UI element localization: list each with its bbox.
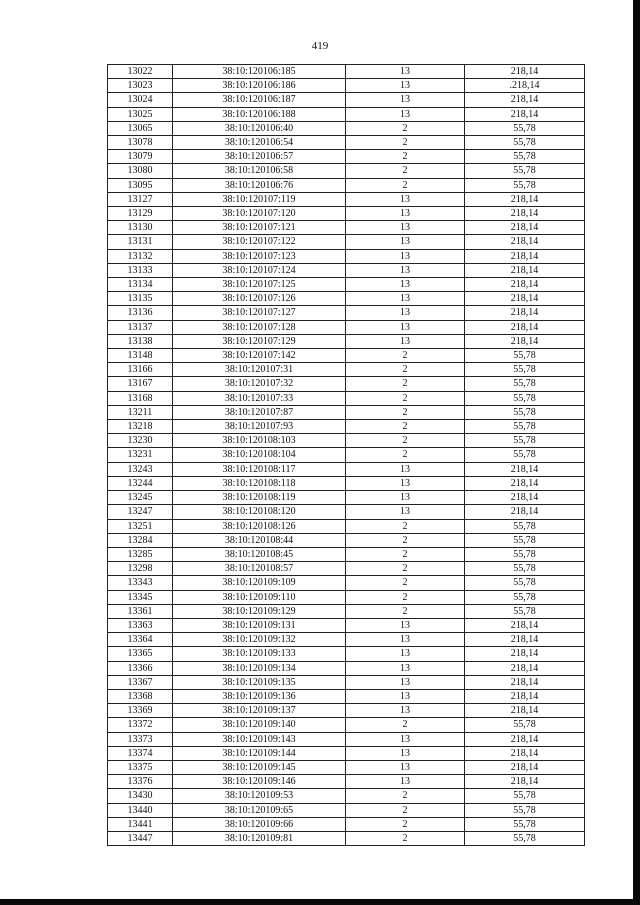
cadastral-number-cell: 38:10:120107:31	[173, 363, 346, 377]
cadastral-number-cell: 38:10:120109:109	[173, 576, 346, 590]
amount-cell: 218,14	[465, 278, 585, 292]
row-id-cell: 13441	[108, 817, 173, 831]
count-cell: 13	[346, 689, 465, 703]
row-id-cell: 13211	[108, 405, 173, 419]
row-id-cell: 13363	[108, 618, 173, 632]
table-row	[108, 363, 585, 377]
cadastral-number-cell: 38:10:120106:185	[173, 65, 346, 79]
table-row	[108, 150, 585, 164]
row-id-cell: 13244	[108, 476, 173, 490]
cadastral-number-cell: 38:10:120109:81	[173, 831, 346, 845]
table-row	[108, 391, 585, 405]
cadastral-number-cell: 38:10:120109:143	[173, 732, 346, 746]
count-cell: 13	[346, 618, 465, 632]
count-cell: 13	[346, 235, 465, 249]
table-row	[108, 192, 585, 206]
cadastral-number-cell: 38:10:120109:110	[173, 590, 346, 604]
count-cell: 2	[346, 377, 465, 391]
row-id-cell: 13231	[108, 448, 173, 462]
scan-edge-right	[633, 0, 640, 905]
count-cell: 13	[346, 505, 465, 519]
amount-cell: 218,14	[465, 249, 585, 263]
count-cell: 2	[346, 150, 465, 164]
row-id-cell: 13376	[108, 775, 173, 789]
cadastral-number-cell: 38:10:120107:119	[173, 192, 346, 206]
table-row	[108, 434, 585, 448]
cadastral-number-cell: 38:10:120109:133	[173, 647, 346, 661]
table-row	[108, 633, 585, 647]
count-cell: 2	[346, 831, 465, 845]
table-row	[108, 292, 585, 306]
row-id-cell: 13137	[108, 320, 173, 334]
amount-cell: 55,78	[465, 136, 585, 150]
cadastral-number-cell: 38:10:120107:123	[173, 249, 346, 263]
row-id-cell: 13375	[108, 760, 173, 774]
amount-cell: 218,14	[465, 207, 585, 221]
table-row	[108, 377, 585, 391]
amount-cell: 55,78	[465, 718, 585, 732]
count-cell: 13	[346, 675, 465, 689]
amount-cell: 55,78	[465, 391, 585, 405]
cadastral-number-cell: 38:10:120109:140	[173, 718, 346, 732]
cadastral-number-cell: 38:10:120107:33	[173, 391, 346, 405]
count-cell: 2	[346, 562, 465, 576]
row-id-cell: 13243	[108, 462, 173, 476]
row-id-cell: 13134	[108, 278, 173, 292]
count-cell: 2	[346, 519, 465, 533]
row-id-cell: 13361	[108, 604, 173, 618]
row-id-cell: 13023	[108, 79, 173, 93]
cadastral-number-cell: 38:10:120108:117	[173, 462, 346, 476]
row-id-cell: 13148	[108, 349, 173, 363]
row-id-cell: 13372	[108, 718, 173, 732]
amount-cell: 55,78	[465, 831, 585, 845]
table-row	[108, 831, 585, 845]
amount-cell: 55,78	[465, 604, 585, 618]
amount-cell: 218,14	[465, 462, 585, 476]
count-cell: 13	[346, 704, 465, 718]
row-id-cell: 13218	[108, 420, 173, 434]
amount-cell: 218,14	[465, 334, 585, 348]
cadastral-number-cell: 38:10:120107:124	[173, 263, 346, 277]
row-id-cell: 13135	[108, 292, 173, 306]
amount-cell: 55,78	[465, 590, 585, 604]
table-row	[108, 306, 585, 320]
cadastral-number-cell: 38:10:120107:121	[173, 221, 346, 235]
row-id-cell: 13245	[108, 491, 173, 505]
amount-cell: 218,14	[465, 292, 585, 306]
count-cell: 13	[346, 93, 465, 107]
cadastral-number-cell: 38:10:120107:142	[173, 349, 346, 363]
table-row	[108, 136, 585, 150]
table-body	[108, 65, 585, 846]
count-cell: 2	[346, 363, 465, 377]
table-row	[108, 760, 585, 774]
row-id-cell: 13131	[108, 235, 173, 249]
cadastral-number-cell: 38:10:120107:93	[173, 420, 346, 434]
count-cell: 13	[346, 746, 465, 760]
table-row	[108, 604, 585, 618]
amount-cell: 55,78	[465, 803, 585, 817]
amount-cell: 55,78	[465, 377, 585, 391]
row-id-cell: 13230	[108, 434, 173, 448]
row-id-cell: 13080	[108, 164, 173, 178]
amount-cell: 218,14	[465, 675, 585, 689]
row-id-cell: 13132	[108, 249, 173, 263]
row-id-cell: 13138	[108, 334, 173, 348]
row-id-cell: 13251	[108, 519, 173, 533]
table-row	[108, 420, 585, 434]
cadastral-number-cell: 38:10:120108:45	[173, 547, 346, 561]
cadastral-number-cell: 38:10:120108:120	[173, 505, 346, 519]
cadastral-number-cell: 38:10:120109:65	[173, 803, 346, 817]
cadastral-number-cell: 38:10:120106:58	[173, 164, 346, 178]
count-cell: 2	[346, 533, 465, 547]
count-cell: 13	[346, 647, 465, 661]
amount-cell: 55,78	[465, 448, 585, 462]
count-cell: 2	[346, 420, 465, 434]
row-id-cell: 13166	[108, 363, 173, 377]
amount-cell: 218,14	[465, 320, 585, 334]
table-row	[108, 263, 585, 277]
amount-cell: 55,78	[465, 789, 585, 803]
amount-cell: 218,14	[465, 65, 585, 79]
table-row	[108, 775, 585, 789]
row-id-cell: 13440	[108, 803, 173, 817]
amount-cell: 218,14	[465, 263, 585, 277]
row-id-cell: 13168	[108, 391, 173, 405]
cadastral-number-cell: 38:10:120109:136	[173, 689, 346, 703]
table-row	[108, 207, 585, 221]
cadastral-number-cell: 38:10:120109:145	[173, 760, 346, 774]
count-cell: 13	[346, 207, 465, 221]
cadastral-number-cell: 38:10:120109:53	[173, 789, 346, 803]
table-row	[108, 65, 585, 79]
table-row	[108, 235, 585, 249]
amount-cell: 218,14	[465, 476, 585, 490]
cadastral-number-cell: 38:10:120107:120	[173, 207, 346, 221]
count-cell: 2	[346, 718, 465, 732]
count-cell: 2	[346, 604, 465, 618]
row-id-cell: 13366	[108, 661, 173, 675]
cadastral-number-cell: 38:10:120109:137	[173, 704, 346, 718]
table-row	[108, 79, 585, 93]
row-id-cell: 13364	[108, 633, 173, 647]
amount-cell: 55,78	[465, 363, 585, 377]
cadastral-number-cell: 38:10:120109:135	[173, 675, 346, 689]
cadastral-number-cell: 38:10:120106:187	[173, 93, 346, 107]
amount-cell: 218,14	[465, 633, 585, 647]
amount-cell: 218,14	[465, 306, 585, 320]
cadastral-number-cell: 38:10:120108:103	[173, 434, 346, 448]
amount-cell: 218,14	[465, 93, 585, 107]
row-id-cell: 13373	[108, 732, 173, 746]
row-id-cell: 13025	[108, 107, 173, 121]
amount-cell: 55,78	[465, 420, 585, 434]
count-cell: 13	[346, 65, 465, 79]
table-row	[108, 178, 585, 192]
row-id-cell: 13285	[108, 547, 173, 561]
table-row	[108, 164, 585, 178]
row-id-cell: 13129	[108, 207, 173, 221]
amount-cell: 218,14	[465, 221, 585, 235]
row-id-cell: 13367	[108, 675, 173, 689]
table-row	[108, 448, 585, 462]
row-id-cell: 13447	[108, 831, 173, 845]
count-cell: 2	[346, 789, 465, 803]
amount-cell: 218,14	[465, 192, 585, 206]
row-id-cell: 13127	[108, 192, 173, 206]
table-row	[108, 547, 585, 561]
count-cell: 2	[346, 803, 465, 817]
cadastral-number-cell: 38:10:120108:119	[173, 491, 346, 505]
cadastral-number-cell: 38:10:120106:188	[173, 107, 346, 121]
count-cell: 2	[346, 121, 465, 135]
row-id-cell: 13065	[108, 121, 173, 135]
amount-cell: 55,78	[465, 547, 585, 561]
table-row	[108, 704, 585, 718]
count-cell: 13	[346, 476, 465, 490]
cadastral-number-cell: 38:10:120107:128	[173, 320, 346, 334]
table-row	[108, 533, 585, 547]
amount-cell: 55,78	[465, 121, 585, 135]
cadastral-number-cell: 38:10:120108:126	[173, 519, 346, 533]
count-cell: 2	[346, 391, 465, 405]
row-id-cell: 13079	[108, 150, 173, 164]
table-row	[108, 405, 585, 419]
table-row	[108, 817, 585, 831]
table-row	[108, 121, 585, 135]
count-cell: 13	[346, 263, 465, 277]
table-row	[108, 249, 585, 263]
row-id-cell: 13368	[108, 689, 173, 703]
cadastral-table	[107, 64, 585, 846]
amount-cell: 218,14	[465, 746, 585, 760]
cadastral-number-cell: 38:10:120107:126	[173, 292, 346, 306]
count-cell: 13	[346, 320, 465, 334]
count-cell: 2	[346, 434, 465, 448]
amount-cell: 218,14	[465, 647, 585, 661]
table-row	[108, 505, 585, 519]
count-cell: 13	[346, 462, 465, 476]
count-cell: 13	[346, 278, 465, 292]
table-row	[108, 718, 585, 732]
count-cell: 13	[346, 107, 465, 121]
row-id-cell: 13369	[108, 704, 173, 718]
cadastral-number-cell: 38:10:120109:146	[173, 775, 346, 789]
count-cell: 13	[346, 633, 465, 647]
amount-cell: 218,14	[465, 760, 585, 774]
table-row	[108, 334, 585, 348]
table-row	[108, 746, 585, 760]
table-row	[108, 278, 585, 292]
amount-cell: .218,14	[465, 79, 585, 93]
amount-cell: 55,78	[465, 164, 585, 178]
row-id-cell: 13130	[108, 221, 173, 235]
count-cell: 13	[346, 775, 465, 789]
row-id-cell: 13247	[108, 505, 173, 519]
cadastral-number-cell: 38:10:120107:87	[173, 405, 346, 419]
count-cell: 13	[346, 760, 465, 774]
amount-cell: 55,78	[465, 434, 585, 448]
count-cell: 2	[346, 164, 465, 178]
count-cell: 13	[346, 249, 465, 263]
count-cell: 13	[346, 334, 465, 348]
count-cell: 13	[346, 732, 465, 746]
cadastral-number-cell: 38:10:120107:125	[173, 278, 346, 292]
cadastral-number-cell: 38:10:120108:57	[173, 562, 346, 576]
cadastral-number-cell: 38:10:120106:76	[173, 178, 346, 192]
table-row	[108, 675, 585, 689]
table-row	[108, 349, 585, 363]
count-cell: 13	[346, 491, 465, 505]
count-cell: 13	[346, 221, 465, 235]
amount-cell: 55,78	[465, 533, 585, 547]
cadastral-number-cell: 38:10:120106:40	[173, 121, 346, 135]
table-row	[108, 618, 585, 632]
table-row	[108, 562, 585, 576]
cadastral-number-cell: 38:10:120107:122	[173, 235, 346, 249]
page-number: 419	[311, 40, 329, 52]
cadastral-number-cell: 38:10:120107:127	[173, 306, 346, 320]
amount-cell: 218,14	[465, 491, 585, 505]
row-id-cell: 13430	[108, 789, 173, 803]
row-id-cell: 13078	[108, 136, 173, 150]
cadastral-number-cell: 38:10:120108:44	[173, 533, 346, 547]
amount-cell: 218,14	[465, 107, 585, 121]
table-row	[108, 661, 585, 675]
row-id-cell: 13167	[108, 377, 173, 391]
count-cell: 2	[346, 136, 465, 150]
row-id-cell: 13298	[108, 562, 173, 576]
cadastral-number-cell: 38:10:120107:32	[173, 377, 346, 391]
count-cell: 2	[346, 817, 465, 831]
count-cell: 13	[346, 661, 465, 675]
amount-cell: 55,78	[465, 178, 585, 192]
table-row	[108, 789, 585, 803]
table-row	[108, 93, 585, 107]
count-cell: 2	[346, 590, 465, 604]
row-id-cell: 13136	[108, 306, 173, 320]
cadastral-number-cell: 38:10:120107:129	[173, 334, 346, 348]
row-id-cell: 13343	[108, 576, 173, 590]
amount-cell: 218,14	[465, 661, 585, 675]
row-id-cell: 13345	[108, 590, 173, 604]
count-cell: 2	[346, 178, 465, 192]
amount-cell: 55,78	[465, 349, 585, 363]
cadastral-number-cell: 38:10:120109:134	[173, 661, 346, 675]
amount-cell: 218,14	[465, 689, 585, 703]
table-row	[108, 803, 585, 817]
row-id-cell: 13095	[108, 178, 173, 192]
table-row	[108, 221, 585, 235]
table-row	[108, 576, 585, 590]
table-row	[108, 732, 585, 746]
cadastral-number-cell: 38:10:120109:129	[173, 604, 346, 618]
cadastral-number-cell: 38:10:120106:54	[173, 136, 346, 150]
amount-cell: 55,78	[465, 405, 585, 419]
amount-cell: 218,14	[465, 235, 585, 249]
amount-cell: 55,78	[465, 576, 585, 590]
count-cell: 2	[346, 448, 465, 462]
count-cell: 13	[346, 79, 465, 93]
count-cell: 2	[346, 547, 465, 561]
cadastral-number-cell: 38:10:120109:131	[173, 618, 346, 632]
cadastral-number-cell: 38:10:120109:144	[173, 746, 346, 760]
table-row	[108, 320, 585, 334]
cadastral-number-cell: 38:10:120108:118	[173, 476, 346, 490]
cadastral-number-cell: 38:10:120109:66	[173, 817, 346, 831]
table-row	[108, 491, 585, 505]
amount-cell: 218,14	[465, 618, 585, 632]
amount-cell: 55,78	[465, 817, 585, 831]
table-row	[108, 519, 585, 533]
row-id-cell: 13024	[108, 93, 173, 107]
count-cell: 2	[346, 576, 465, 590]
amount-cell: 55,78	[465, 519, 585, 533]
amount-cell: 55,78	[465, 150, 585, 164]
count-cell: 13	[346, 192, 465, 206]
row-id-cell: 13374	[108, 746, 173, 760]
row-id-cell: 13022	[108, 65, 173, 79]
amount-cell: 218,14	[465, 775, 585, 789]
amount-cell: 55,78	[465, 562, 585, 576]
row-id-cell: 13365	[108, 647, 173, 661]
table-row	[108, 689, 585, 703]
count-cell: 13	[346, 292, 465, 306]
table-row	[108, 107, 585, 121]
table-row	[108, 590, 585, 604]
amount-cell: 218,14	[465, 704, 585, 718]
cadastral-number-cell: 38:10:120108:104	[173, 448, 346, 462]
count-cell: 2	[346, 405, 465, 419]
row-id-cell: 13284	[108, 533, 173, 547]
cadastral-number-cell: 38:10:120106:57	[173, 150, 346, 164]
amount-cell: 218,14	[465, 732, 585, 746]
count-cell: 13	[346, 306, 465, 320]
table-row	[108, 462, 585, 476]
row-id-cell: 13133	[108, 263, 173, 277]
scan-edge-bottom	[0, 899, 640, 905]
count-cell: 2	[346, 349, 465, 363]
cadastral-number-cell: 38:10:120106:186	[173, 79, 346, 93]
table-row	[108, 476, 585, 490]
table-row	[108, 647, 585, 661]
cadastral-number-cell: 38:10:120109:132	[173, 633, 346, 647]
amount-cell: 218,14	[465, 505, 585, 519]
